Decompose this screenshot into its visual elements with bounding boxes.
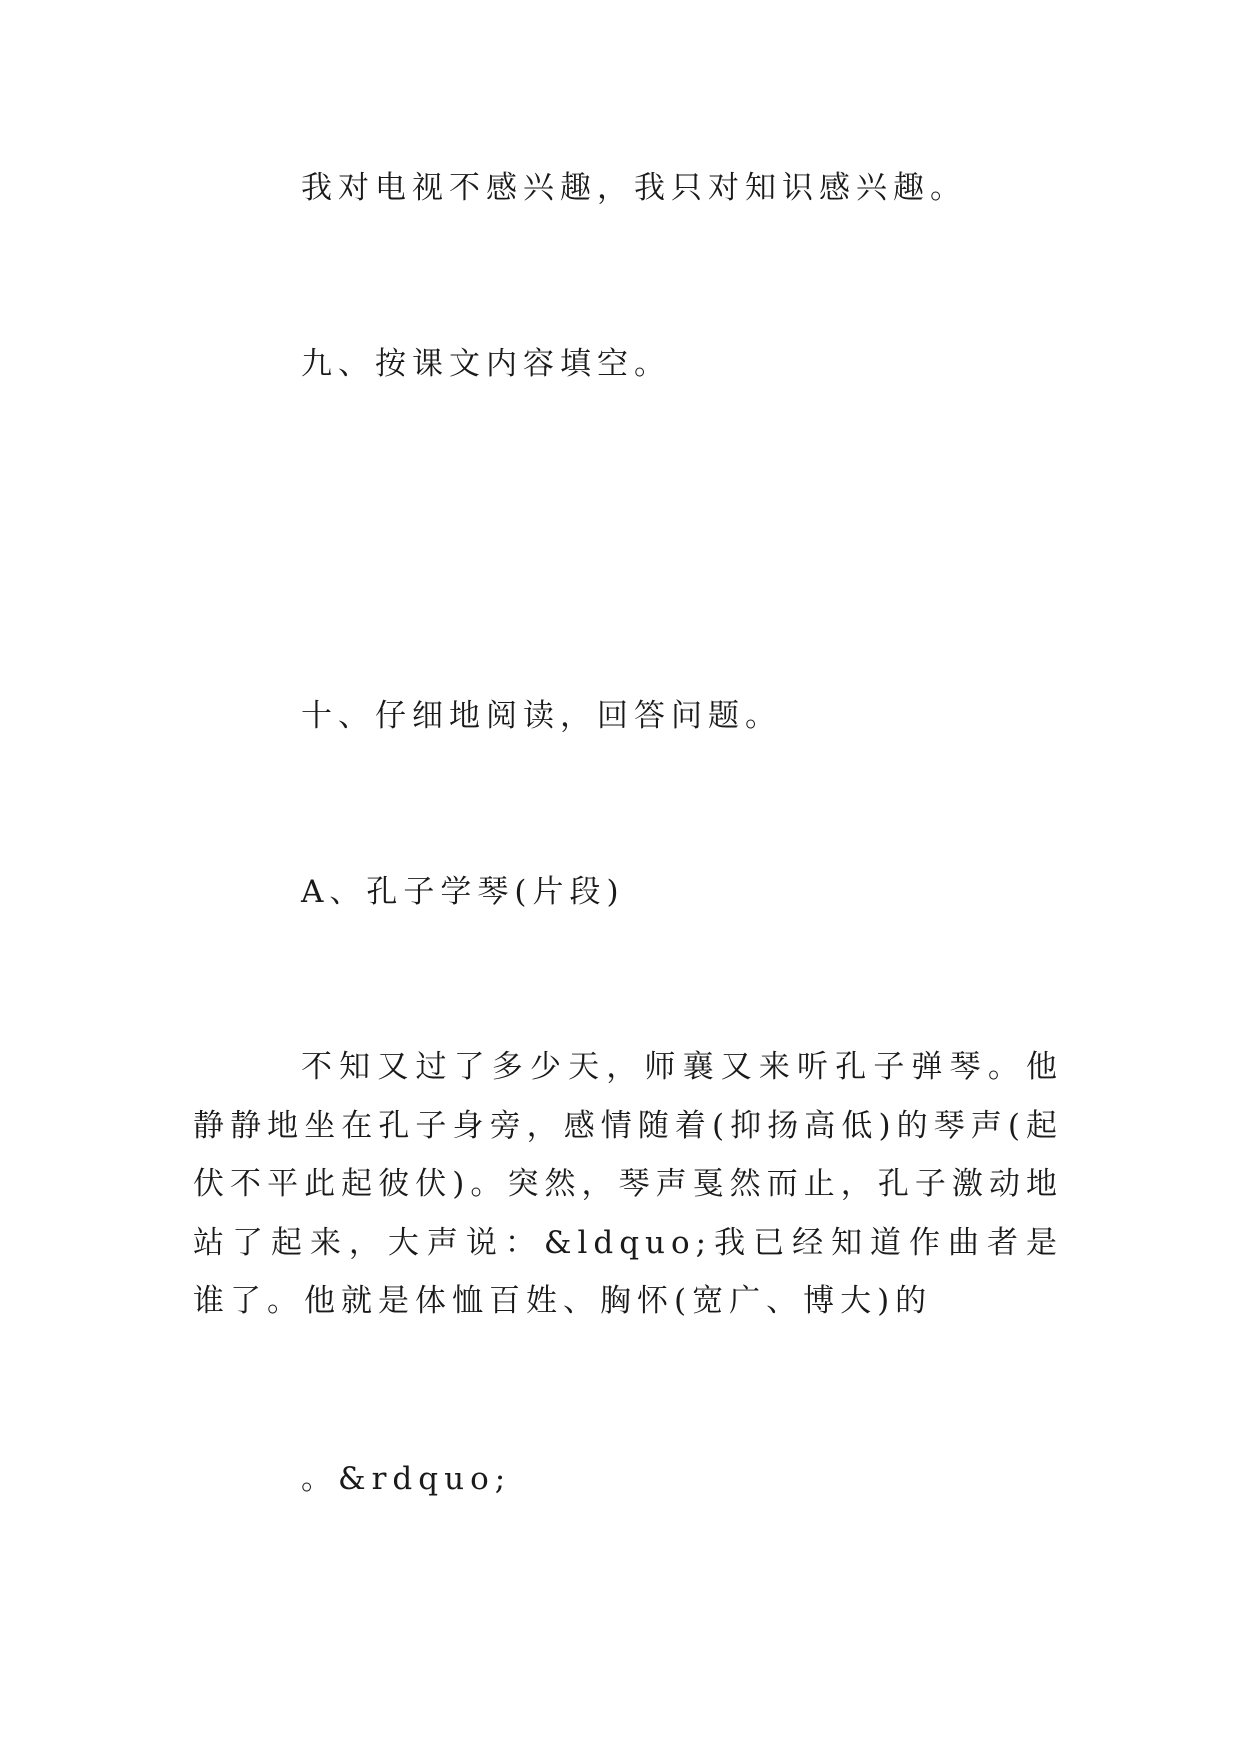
question-ten-heading: 十、仔细地阅读，回答问题。 (301, 698, 782, 734)
question-nine-heading: 九、按课文内容填空。 (301, 346, 671, 382)
passage-ending: 。&rdquo; (301, 1461, 512, 1497)
passage-title: A、孔子学琴(片段) (301, 874, 625, 910)
sentence-tv-knowledge: 我对电视不感兴趣，我只对知识感兴趣。 (301, 170, 967, 206)
passage-paragraph: 不知又过了多少天，师襄又来听孔子弹琴。他静静地坐在孔子身旁，感情随着(抑扬高低)的琴声(起伏不平此起彼伏)。突然，琴声戛然而止，孔子激动地站了起来，大声说：&ldquo;我已经知道作曲者是谁了。他就是体恤百姓、胸怀(宽广、博大)的 (193, 1049, 1063, 1319)
